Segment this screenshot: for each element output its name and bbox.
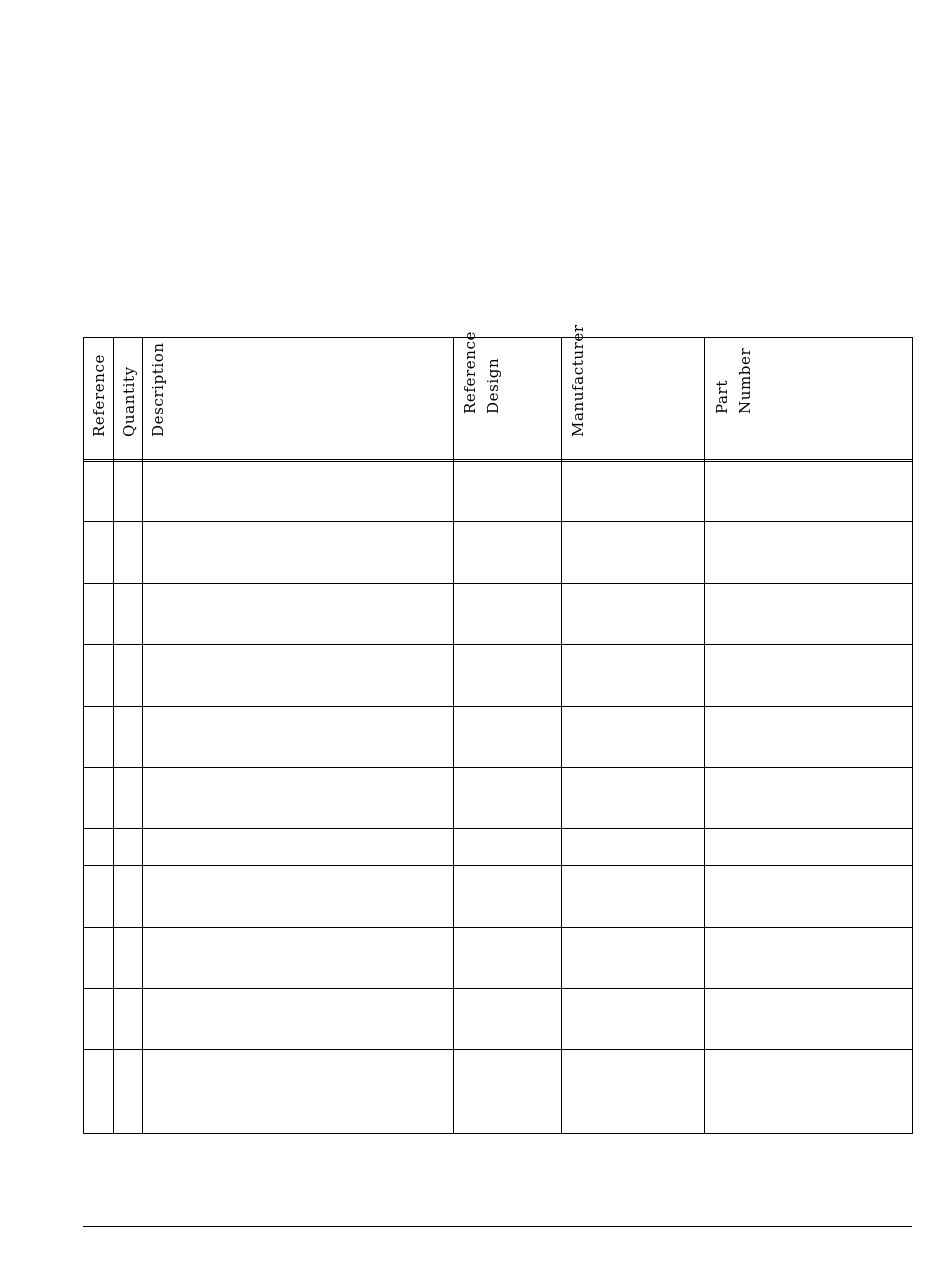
parts-list-table: [83, 324, 913, 1134]
header-reference-design-line1: Reference: [461, 331, 479, 414]
table-row-6: [84, 768, 113, 828]
table-row-5: [84, 707, 113, 767]
table-row-9: [84, 928, 113, 988]
header-reference-label: [88, 354, 111, 437]
table-row-1: [84, 462, 113, 521]
header-reference-design-line2: Design: [484, 357, 502, 414]
column-divider: [142, 338, 143, 1133]
header-separator: [84, 459, 912, 462]
row-divider: [84, 828, 912, 829]
row-divider: [84, 988, 912, 989]
header-reference-text: Reference: [90, 354, 108, 437]
row-divider: [84, 706, 912, 707]
row-divider: [84, 927, 912, 928]
header-part-number-label: [711, 348, 757, 414]
row-divider: [84, 521, 912, 522]
table-row-7: [84, 829, 113, 865]
header-description-label: [147, 342, 170, 437]
table-row-4: [84, 645, 113, 706]
column-divider: [561, 338, 562, 1133]
table-row-10: [84, 989, 113, 1049]
header-manufacturer-label: [567, 324, 590, 437]
footer-rule: [83, 1226, 912, 1227]
header-part-number-line2: Number: [736, 347, 754, 414]
row-divider: [84, 1049, 912, 1050]
column-divider: [113, 338, 114, 1133]
table-row-2: [84, 523, 113, 583]
header-description-text: Description: [149, 342, 167, 437]
row-divider: [84, 865, 912, 866]
header-reference-design-label: [459, 331, 505, 414]
table-row-3: [84, 584, 113, 644]
column-divider: [453, 338, 454, 1133]
header-quantity-text: Quantity: [120, 366, 138, 437]
header-manufacturer-text: Manufacturer: [569, 324, 587, 437]
header-part-number-line1: Part: [713, 380, 731, 414]
row-divider: [84, 767, 912, 768]
row-divider: [84, 583, 912, 584]
header-quantity-label: [118, 366, 141, 437]
column-divider: [704, 338, 705, 1133]
row-divider: [84, 644, 912, 645]
table-row-8: [84, 866, 113, 927]
table-row-11: [84, 1050, 113, 1133]
